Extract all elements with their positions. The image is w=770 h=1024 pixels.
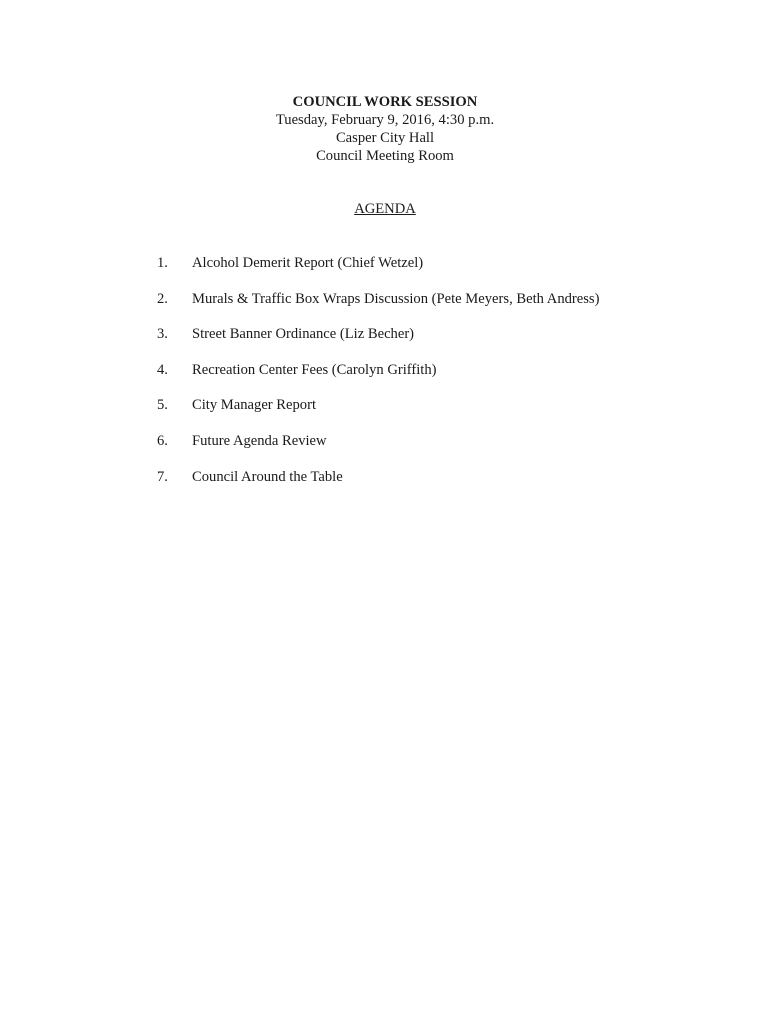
agenda-item-text: City Manager Report xyxy=(192,397,317,414)
agenda-list xyxy=(0,254,770,503)
agenda-item-number: 7. xyxy=(157,468,168,485)
agenda-item-number: 6. xyxy=(157,432,168,449)
agenda-item-text: Future Agenda Review xyxy=(192,432,327,449)
agenda-item-number: 5. xyxy=(157,397,168,414)
agenda-item-text: Alcohol Demerit Report (Chief Wetzel) xyxy=(192,255,424,271)
agenda-item-text: Council Around the Table xyxy=(192,468,343,485)
agenda-item-text: Recreation Center Fees (Carolyn Griffith) xyxy=(192,361,437,378)
agenda-item-number: 4. xyxy=(157,361,168,378)
document-header xyxy=(0,93,770,165)
agenda-item-text: Murals & Traffic Box Wraps Discussion (Pete Meyers, Beth Andress) xyxy=(192,290,600,307)
agenda-item xyxy=(0,432,770,468)
agenda-item-number: 2. xyxy=(157,290,168,307)
agenda-heading: AGENDA xyxy=(354,201,416,217)
session-location: Casper City Hall xyxy=(335,130,435,146)
session-datetime: Tuesday, February 9, 2016, 4:30 p.m. xyxy=(275,112,495,128)
agenda-item-number: 3. xyxy=(157,326,168,343)
session-title: COUNCIL WORK SESSION xyxy=(292,94,478,110)
agenda-item xyxy=(0,325,770,361)
agenda-item xyxy=(0,254,770,290)
agenda-item xyxy=(0,468,770,504)
agenda-item xyxy=(0,290,770,326)
agenda-item-text: Street Banner Ordinance (Liz Becher) xyxy=(192,326,415,343)
agenda-item-number: 1. xyxy=(157,255,168,271)
session-room: Council Meeting Room xyxy=(316,148,454,164)
agenda-item xyxy=(0,396,770,432)
agenda-item xyxy=(0,361,770,397)
